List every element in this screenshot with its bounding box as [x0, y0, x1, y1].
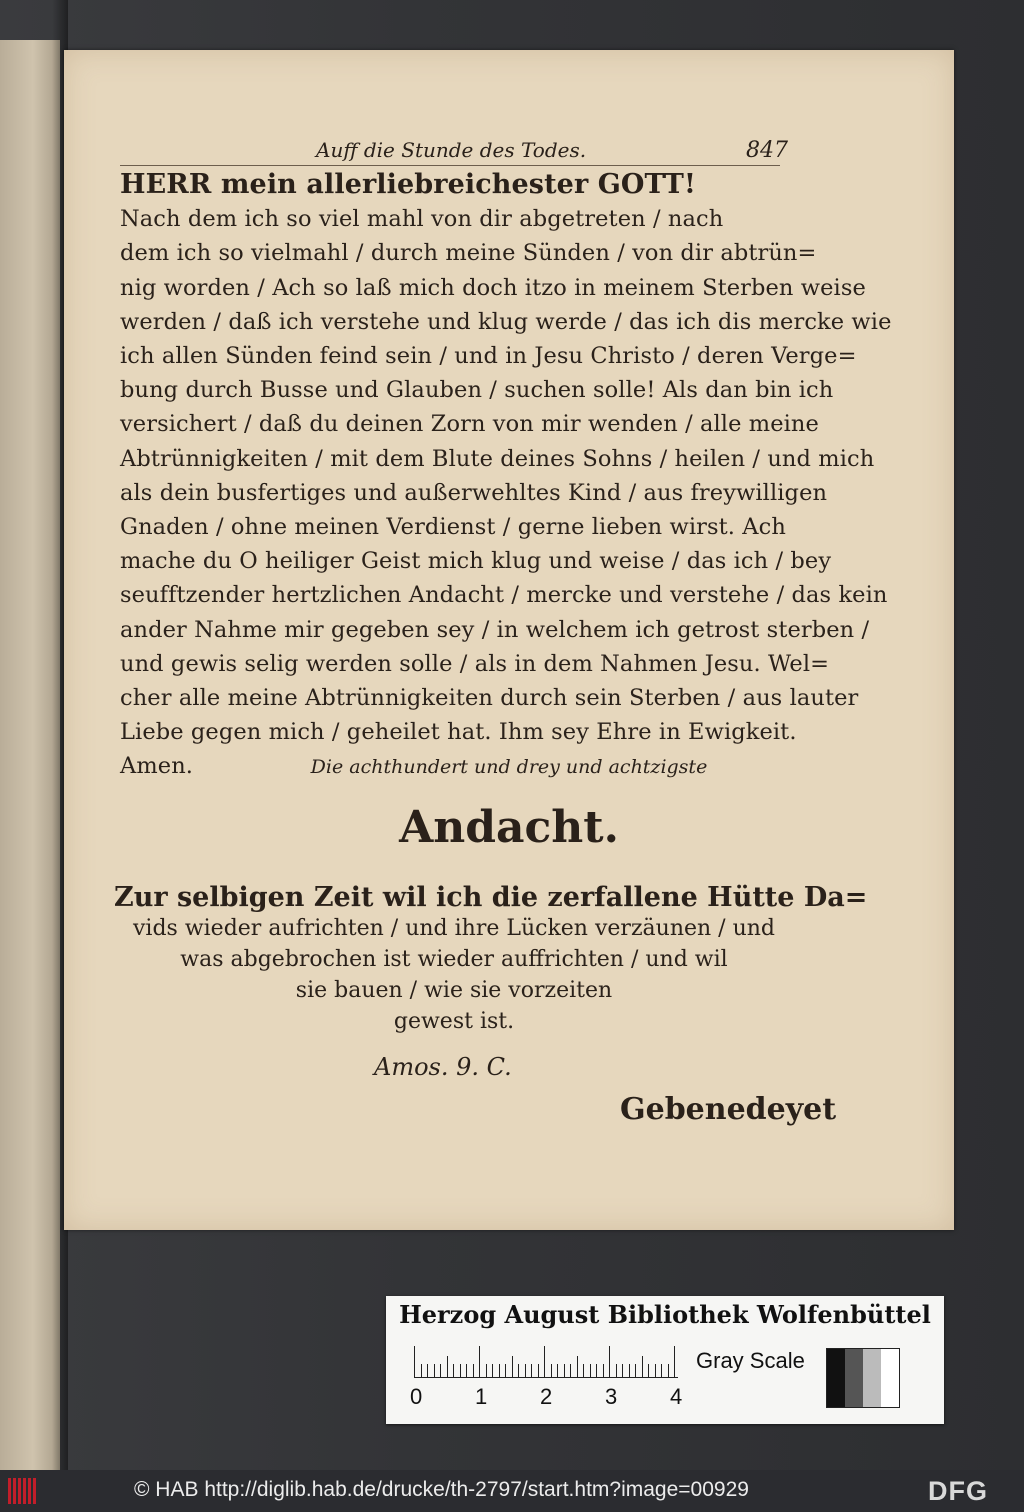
text-line: versichert / daß du deinen Zorn von mir wenden / alle meine	[120, 411, 819, 438]
ruler-tick	[635, 1364, 636, 1378]
ruler-tick	[518, 1364, 519, 1378]
ruler-tick	[674, 1346, 675, 1378]
ruler-tick	[668, 1364, 669, 1378]
text-line: Nach dem ich so viel mahl von dir abgetreten / nach	[120, 206, 724, 233]
ruler-tick	[622, 1364, 623, 1378]
ruler-tick	[564, 1364, 565, 1378]
verse-line: gewest ist.	[393, 1009, 515, 1034]
catchword: Gebenedeyet	[620, 1092, 837, 1127]
gray-scale-label: Gray Scale	[696, 1348, 805, 1373]
section-title: Andacht.	[399, 802, 619, 853]
text-line: nig worden / Ach so laß mich doch itzo in meinem Sterben weise	[120, 274, 866, 301]
text-line: Gnaden / ohne meinen Verdienst / gerne lieben wirst. Ach	[120, 514, 786, 541]
gray-swatch	[881, 1349, 899, 1407]
text-line: ander Nahme mir gegeben sey / in welchem ich getrost sterben /	[120, 616, 870, 643]
text-line: HERR mein allerliebreichester GOTT!	[120, 169, 696, 200]
ruler-tick	[499, 1364, 500, 1378]
ruler-number: 0	[410, 1384, 423, 1409]
ruler-tick	[479, 1346, 480, 1378]
library-name: Herzog August Bibliothek Wolfenbüttel	[399, 1300, 931, 1329]
ruler-tick	[427, 1364, 428, 1378]
text-line: und gewis selig werden solle / als in dem Nahmen Jesu. Wel=	[120, 650, 830, 677]
gray-scale-swatches	[826, 1348, 900, 1408]
verse-line: vids wieder aufrichten / und ihre Lücken verzäunen / und	[132, 916, 775, 941]
ruler-tick	[460, 1364, 461, 1378]
ruler-tick	[616, 1364, 617, 1378]
measurement-ruler	[414, 1346, 678, 1378]
viewer-footer	[0, 1470, 1024, 1512]
text-line: cher alle meine Abtrünnigkeiten durch sein Sterben / aus lauter	[120, 685, 859, 712]
verse-line: Zur selbigen Zeit wil ich die zerfallene Hütte Da=	[114, 882, 868, 913]
text-line: Abtrünnigkeiten / mit dem Blute deines Sohns / heilen / und mich	[120, 445, 875, 472]
ruler-tick	[440, 1364, 441, 1378]
ruler-tick	[609, 1346, 610, 1378]
ruler-tick	[538, 1364, 539, 1378]
ruler-tick	[466, 1364, 467, 1378]
citation-link[interactable]: © HAB http://diglib.hab.de/drucke/th-2797/start.htm?image=00929	[134, 1478, 749, 1501]
gray-swatch	[863, 1349, 881, 1407]
ruler-tick	[421, 1364, 422, 1378]
text-line: ich allen Sünden feind sein / und in Jesu Christo / deren Verge=	[120, 343, 857, 370]
text-line: seufftzender hertzlichen Andacht / mercke und verstehe / das kein	[120, 582, 888, 609]
running-head: Auff die Stunde des Todes.	[316, 138, 587, 162]
text-line: bung durch Busse und Glauben / suchen solle! Als dan bin ich	[120, 377, 834, 404]
gray-swatch	[827, 1349, 845, 1407]
text-line: Liebe gegen mich / geheilet hat. Ihm sey Ehre in Ewigkeit.	[120, 719, 797, 746]
text-line: werden / daß ich verstehe und klug werde / das ich dis mercke wie	[120, 308, 892, 335]
ruler-tick	[505, 1364, 506, 1378]
calibration-card	[386, 1296, 944, 1424]
ruler-tick	[486, 1364, 487, 1378]
ordinal-heading: Die achthundert und drey und achtzigste	[310, 756, 708, 778]
ruler-tick	[473, 1364, 474, 1378]
ruler-tick	[655, 1364, 656, 1378]
ruler-tick	[603, 1364, 604, 1378]
facing-page-edge	[0, 40, 60, 1470]
ruler-tick	[551, 1364, 552, 1378]
ruler-tick	[447, 1356, 448, 1378]
ruler-tick	[557, 1364, 558, 1378]
verse-reference: Amos. 9. C.	[374, 1053, 512, 1081]
ruler-tick	[590, 1364, 591, 1378]
ruler-tick	[583, 1364, 584, 1378]
ruler-tick	[531, 1364, 532, 1378]
ruler-tick	[512, 1356, 513, 1378]
text-line: als dein busfertiges und außerwehltes Kind / aus freywilligen	[120, 479, 828, 506]
ruler-tick	[596, 1364, 597, 1378]
library-logo-icon	[8, 1478, 38, 1504]
ruler-tick	[414, 1346, 415, 1378]
gray-swatch	[845, 1349, 863, 1407]
header-rule	[120, 165, 780, 166]
ruler-tick	[648, 1364, 649, 1378]
ruler-number: 4	[670, 1384, 683, 1409]
text-line: mache du O heiliger Geist mich klug und weise / das ich / bey	[120, 548, 832, 575]
ruler-tick	[629, 1364, 630, 1378]
ruler-number: 2	[540, 1384, 553, 1409]
verse-line: sie bauen / wie sie vorzeiten	[295, 978, 613, 1003]
verse-line: was abgebrochen ist wieder auffrichten / und wil	[180, 947, 728, 972]
scripture-verse	[114, 882, 868, 1037]
ruler-tick	[570, 1364, 571, 1378]
ruler-tick	[577, 1356, 578, 1378]
ruler-tick	[544, 1346, 545, 1378]
text-line: Amen.	[120, 753, 194, 780]
prayer-text	[120, 168, 892, 784]
ruler-tick	[434, 1364, 435, 1378]
ruler-tick	[525, 1364, 526, 1378]
ruler-tick	[453, 1364, 454, 1378]
text-line: dem ich so vielmahl / durch meine Sünden / von dir abtrün=	[120, 240, 817, 267]
ruler-tick	[642, 1356, 643, 1378]
ruler-number: 3	[605, 1384, 618, 1409]
ruler-tick	[661, 1364, 662, 1378]
page-number: 847	[746, 138, 788, 163]
dfg-logo: DFG	[928, 1476, 988, 1506]
ruler-tick	[492, 1364, 493, 1378]
book-page	[64, 50, 954, 1230]
ruler-number: 1	[475, 1384, 488, 1409]
